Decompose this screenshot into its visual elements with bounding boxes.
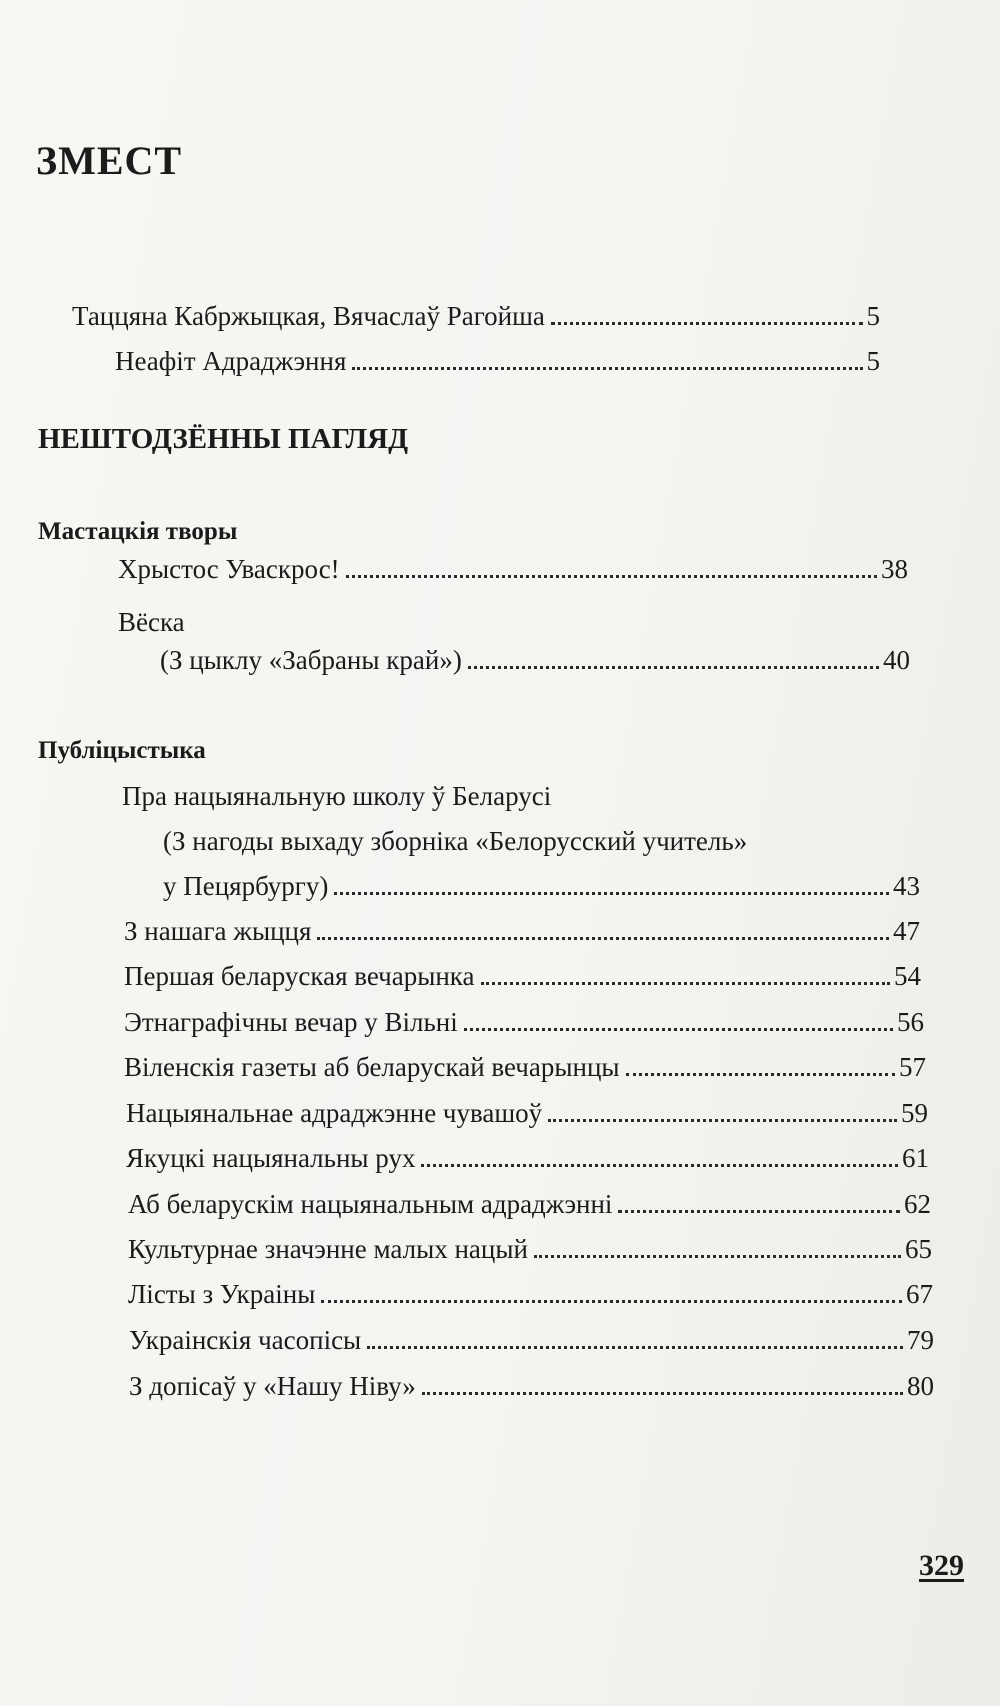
entry-title: Вёска — [118, 607, 185, 637]
toc-entry — [122, 780, 917, 812]
toc-entry — [160, 644, 910, 676]
entry-page: 43 — [893, 871, 920, 901]
dot-leader — [618, 1210, 900, 1213]
entry-page: 62 — [904, 1189, 931, 1219]
toc-entry — [118, 606, 908, 638]
entry-page: 80 — [907, 1371, 934, 1401]
entry-page: 57 — [899, 1052, 926, 1082]
entry-title: Першая беларуская вечарынка — [124, 961, 475, 991]
dot-leader — [548, 1119, 897, 1122]
entry-page: 56 — [897, 1007, 924, 1037]
entry-title: (З цыклу «Забраны край») — [160, 645, 462, 675]
entry-page: 5 — [866, 301, 880, 331]
entry-page: 59 — [901, 1098, 928, 1128]
entry-title: Культурнае значэнне малых нацый — [128, 1234, 528, 1264]
toc-entry — [126, 1142, 929, 1174]
dot-leader — [534, 1255, 901, 1258]
toc-entry — [128, 1188, 931, 1220]
entry-title: Аб беларускім нацыянальным адраджэнні — [128, 1189, 613, 1219]
contents-title: ЗМЕСТ — [36, 138, 183, 183]
entry-title: Лісты з Украіны — [128, 1279, 316, 1309]
section-title: НЕШТОДЗЁННЫ ПАГЛЯД — [38, 423, 409, 455]
entry-page: 47 — [893, 916, 920, 946]
dot-leader — [334, 892, 889, 895]
toc-entry — [124, 1051, 926, 1083]
page-number: 329 — [919, 1549, 964, 1582]
entry-title: Віленскія газеты аб беларускай вечарынцы — [124, 1052, 620, 1082]
toc-entry — [115, 345, 880, 377]
entry-title: Нацыянальнае адраджэнне чувашоў — [126, 1098, 543, 1128]
dot-leader — [464, 1028, 893, 1031]
entry-title: Этнаграфічны вечар у Вільні — [124, 1007, 458, 1037]
dot-leader — [468, 666, 879, 669]
entry-page: 38 — [881, 554, 908, 584]
entry-title: (З нагоды выхаду зборніка «Белорусский учитель» — [163, 826, 748, 856]
toc-entry — [128, 1278, 933, 1310]
toc-entry — [118, 553, 908, 585]
entry-page: 61 — [902, 1143, 929, 1173]
dot-leader — [321, 1300, 902, 1303]
toc-entry — [128, 1233, 932, 1265]
entry-page: 67 — [906, 1279, 933, 1309]
subsection-title: Мастацкія творы — [38, 518, 238, 545]
dot-leader — [551, 322, 863, 325]
dot-leader — [421, 1164, 898, 1167]
dot-leader — [352, 367, 862, 370]
subsection-title: Публіцыстыка — [38, 737, 206, 764]
entry-title: у Пецярбургу) — [163, 871, 329, 901]
entry-page: 79 — [907, 1325, 934, 1355]
entry-title: Якуцкі нацыянальны рух — [126, 1143, 416, 1173]
dot-leader — [317, 937, 889, 940]
dot-leader — [367, 1346, 903, 1349]
toc-entry — [124, 960, 921, 992]
dot-leader — [481, 982, 891, 985]
entry-title: З допісаў у «Нашу Ніву» — [129, 1371, 416, 1401]
dot-leader — [626, 1073, 895, 1076]
entry-title: З нашага жыцця — [124, 916, 312, 946]
entry-title: Таццяна Кабржыцкая, Вячаслаў Рагойша — [72, 301, 545, 331]
entry-page: 54 — [894, 961, 921, 991]
entry-page: 65 — [905, 1234, 932, 1264]
dot-leader — [346, 575, 877, 578]
entry-page: 40 — [883, 645, 910, 675]
toc-entry — [72, 300, 880, 332]
dot-leader — [422, 1392, 903, 1395]
toc-entry — [124, 1006, 924, 1038]
entry-page: 5 — [866, 346, 880, 376]
entry-title: Хрыстос Уваскрос! — [118, 554, 340, 584]
toc-entry — [163, 825, 918, 857]
entry-title: Пра нацыянальную школу ў Беларусі — [122, 781, 552, 811]
entry-title: Неафіт Адраджэння — [115, 346, 347, 376]
toc-entry — [163, 870, 920, 902]
toc-entry — [124, 915, 920, 947]
entry-title: Украінскія часопісы — [129, 1325, 362, 1355]
toc-entry — [129, 1324, 934, 1356]
toc-entry — [129, 1370, 934, 1402]
toc-entry — [126, 1097, 928, 1129]
